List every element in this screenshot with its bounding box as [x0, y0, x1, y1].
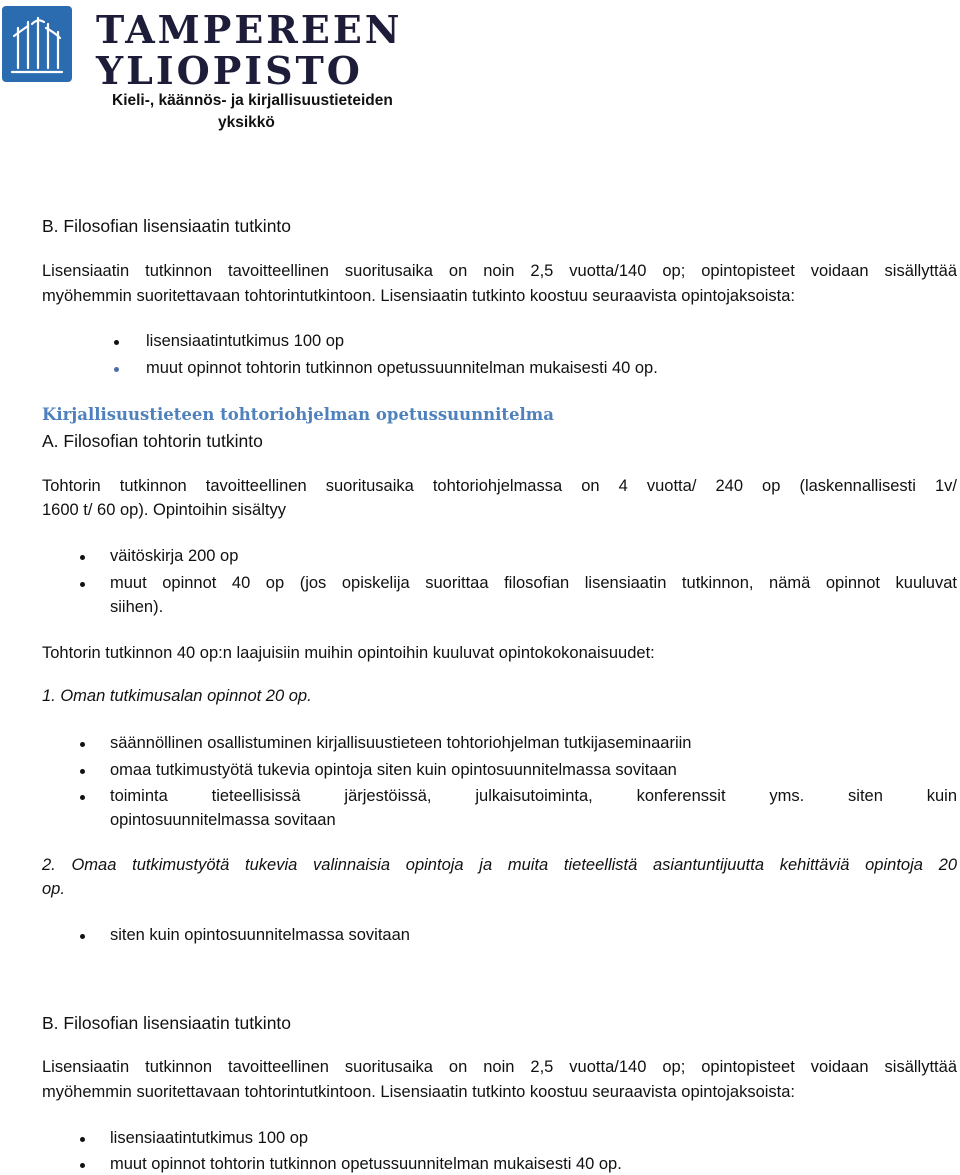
bullet-icon: [80, 795, 85, 800]
university-logo: [0, 4, 403, 134]
bullet-icon: [80, 1163, 85, 1168]
subsection-2-heading-line2: op.: [42, 880, 65, 898]
section-b-paragraph-line1: Lisensiaatin tutkinnon tavoitteellinen suoritusaika on noin 2,5 vuotta/140 op; opintopisteet voidaan sisällyttää: [42, 1058, 957, 1076]
list-item: toiminta tieteellisissä järjestöissä, julkaisutoiminta, konferenssit yms. siten kuin: [110, 787, 957, 805]
section-b-paragraph-line2: myöhemmin suoritettavaan tohtorintutkintoon. Lisensiaatin tutkinto koostuu seuraavista opintojaksoista:: [42, 287, 796, 305]
section-b-paragraph-line1: Lisensiaatin tutkinnon tavoitteellinen suoritusaika on noin 2,5 vuotta/140 op; opintopisteet voidaan sisällyttää: [42, 262, 957, 280]
list-item: säännöllinen osallistuminen kirjallisuustieteen tohtoriohjelman tutkijaseminaariin: [110, 734, 692, 752]
list-item: muut opinnot tohtorin tutkinnon opetussuunnitelman mukaisesti 40 op.: [110, 1155, 622, 1173]
bullet-icon: [80, 934, 85, 939]
list-item: väitöskirja 200 op: [110, 547, 239, 565]
logo-title-line2: YLIOPISTO: [96, 48, 363, 93]
list-item: muut opinnot 40 op (jos opiskelija suorittaa filosofian lisensiaatin tutkinnon, nämä opinnot kuuluvat: [110, 574, 957, 592]
bullet-icon: [114, 367, 119, 372]
logo-title-line1: TAMPEREEN: [96, 7, 403, 52]
section-a-heading: A. Filosofian tohtorin tutkinto: [42, 431, 263, 451]
university-emblem-icon: [2, 6, 72, 82]
bullet-icon: [80, 582, 85, 587]
section-a-summary: Tohtorin tutkinnon 40 op:n laajuisiin muihin opintoihin kuuluvat opintokokonaisuudet:: [42, 644, 655, 662]
bullet-icon: [80, 742, 85, 747]
subsection-2-heading-line1: 2. Omaa tutkimustyötä tukevia valinnaisia opintoja ja muita tieteellistä asiantuntijuutta kehittäviä opintoja 20: [42, 856, 957, 874]
section-b-heading: B. Filosofian lisensiaatin tutkinto: [42, 1013, 292, 1033]
section-b-paragraph-line2: myöhemmin suoritettavaan tohtorintutkintoon. Lisensiaatin tutkinto koostuu seuraavista opintojaksoista:: [42, 1083, 796, 1101]
list-item: siten kuin opintosuunnitelmassa sovitaan: [110, 926, 410, 944]
list-item-continuation: siihen).: [110, 598, 164, 616]
list-item: lisensiaatintutkimus 100 op: [146, 332, 345, 350]
list-item-continuation: opintosuunnitelmassa sovitaan: [110, 811, 336, 829]
bullet-icon: [80, 1137, 85, 1142]
unit-name-line1: Kieli-, käännös- ja kirjallisuustieteiden: [112, 92, 393, 109]
bullet-icon: [80, 769, 85, 774]
subsection-1-heading: 1. Oman tutkimusalan opinnot 20 op.: [42, 687, 312, 705]
section-b-heading: B. Filosofian lisensiaatin tutkinto: [42, 216, 292, 236]
bullet-icon: [80, 555, 85, 560]
section-a-paragraph-line1: Tohtorin tutkinnon tavoitteellinen suoritusaika tohtoriohjelmassa on 4 vuotta/ 240 op (laskennallisesti 1v/: [42, 477, 957, 495]
list-item: muut opinnot tohtorin tutkinnon opetussuunnitelman mukaisesti 40 op.: [146, 359, 658, 377]
unit-name-line2: yksikkö: [218, 114, 275, 131]
bullet-icon: [114, 340, 119, 345]
list-item: lisensiaatintutkimus 100 op: [110, 1129, 309, 1147]
section-a-paragraph-line2: 1600 t/ 60 op). Opintoihin sisältyy: [42, 501, 286, 519]
program-heading: Kirjallisuustieteen tohtoriohjelman opetussuunnitelma: [42, 405, 554, 424]
list-item: omaa tutkimustyötä tukevia opintoja siten kuin opintosuunnitelmassa sovitaan: [110, 761, 677, 779]
